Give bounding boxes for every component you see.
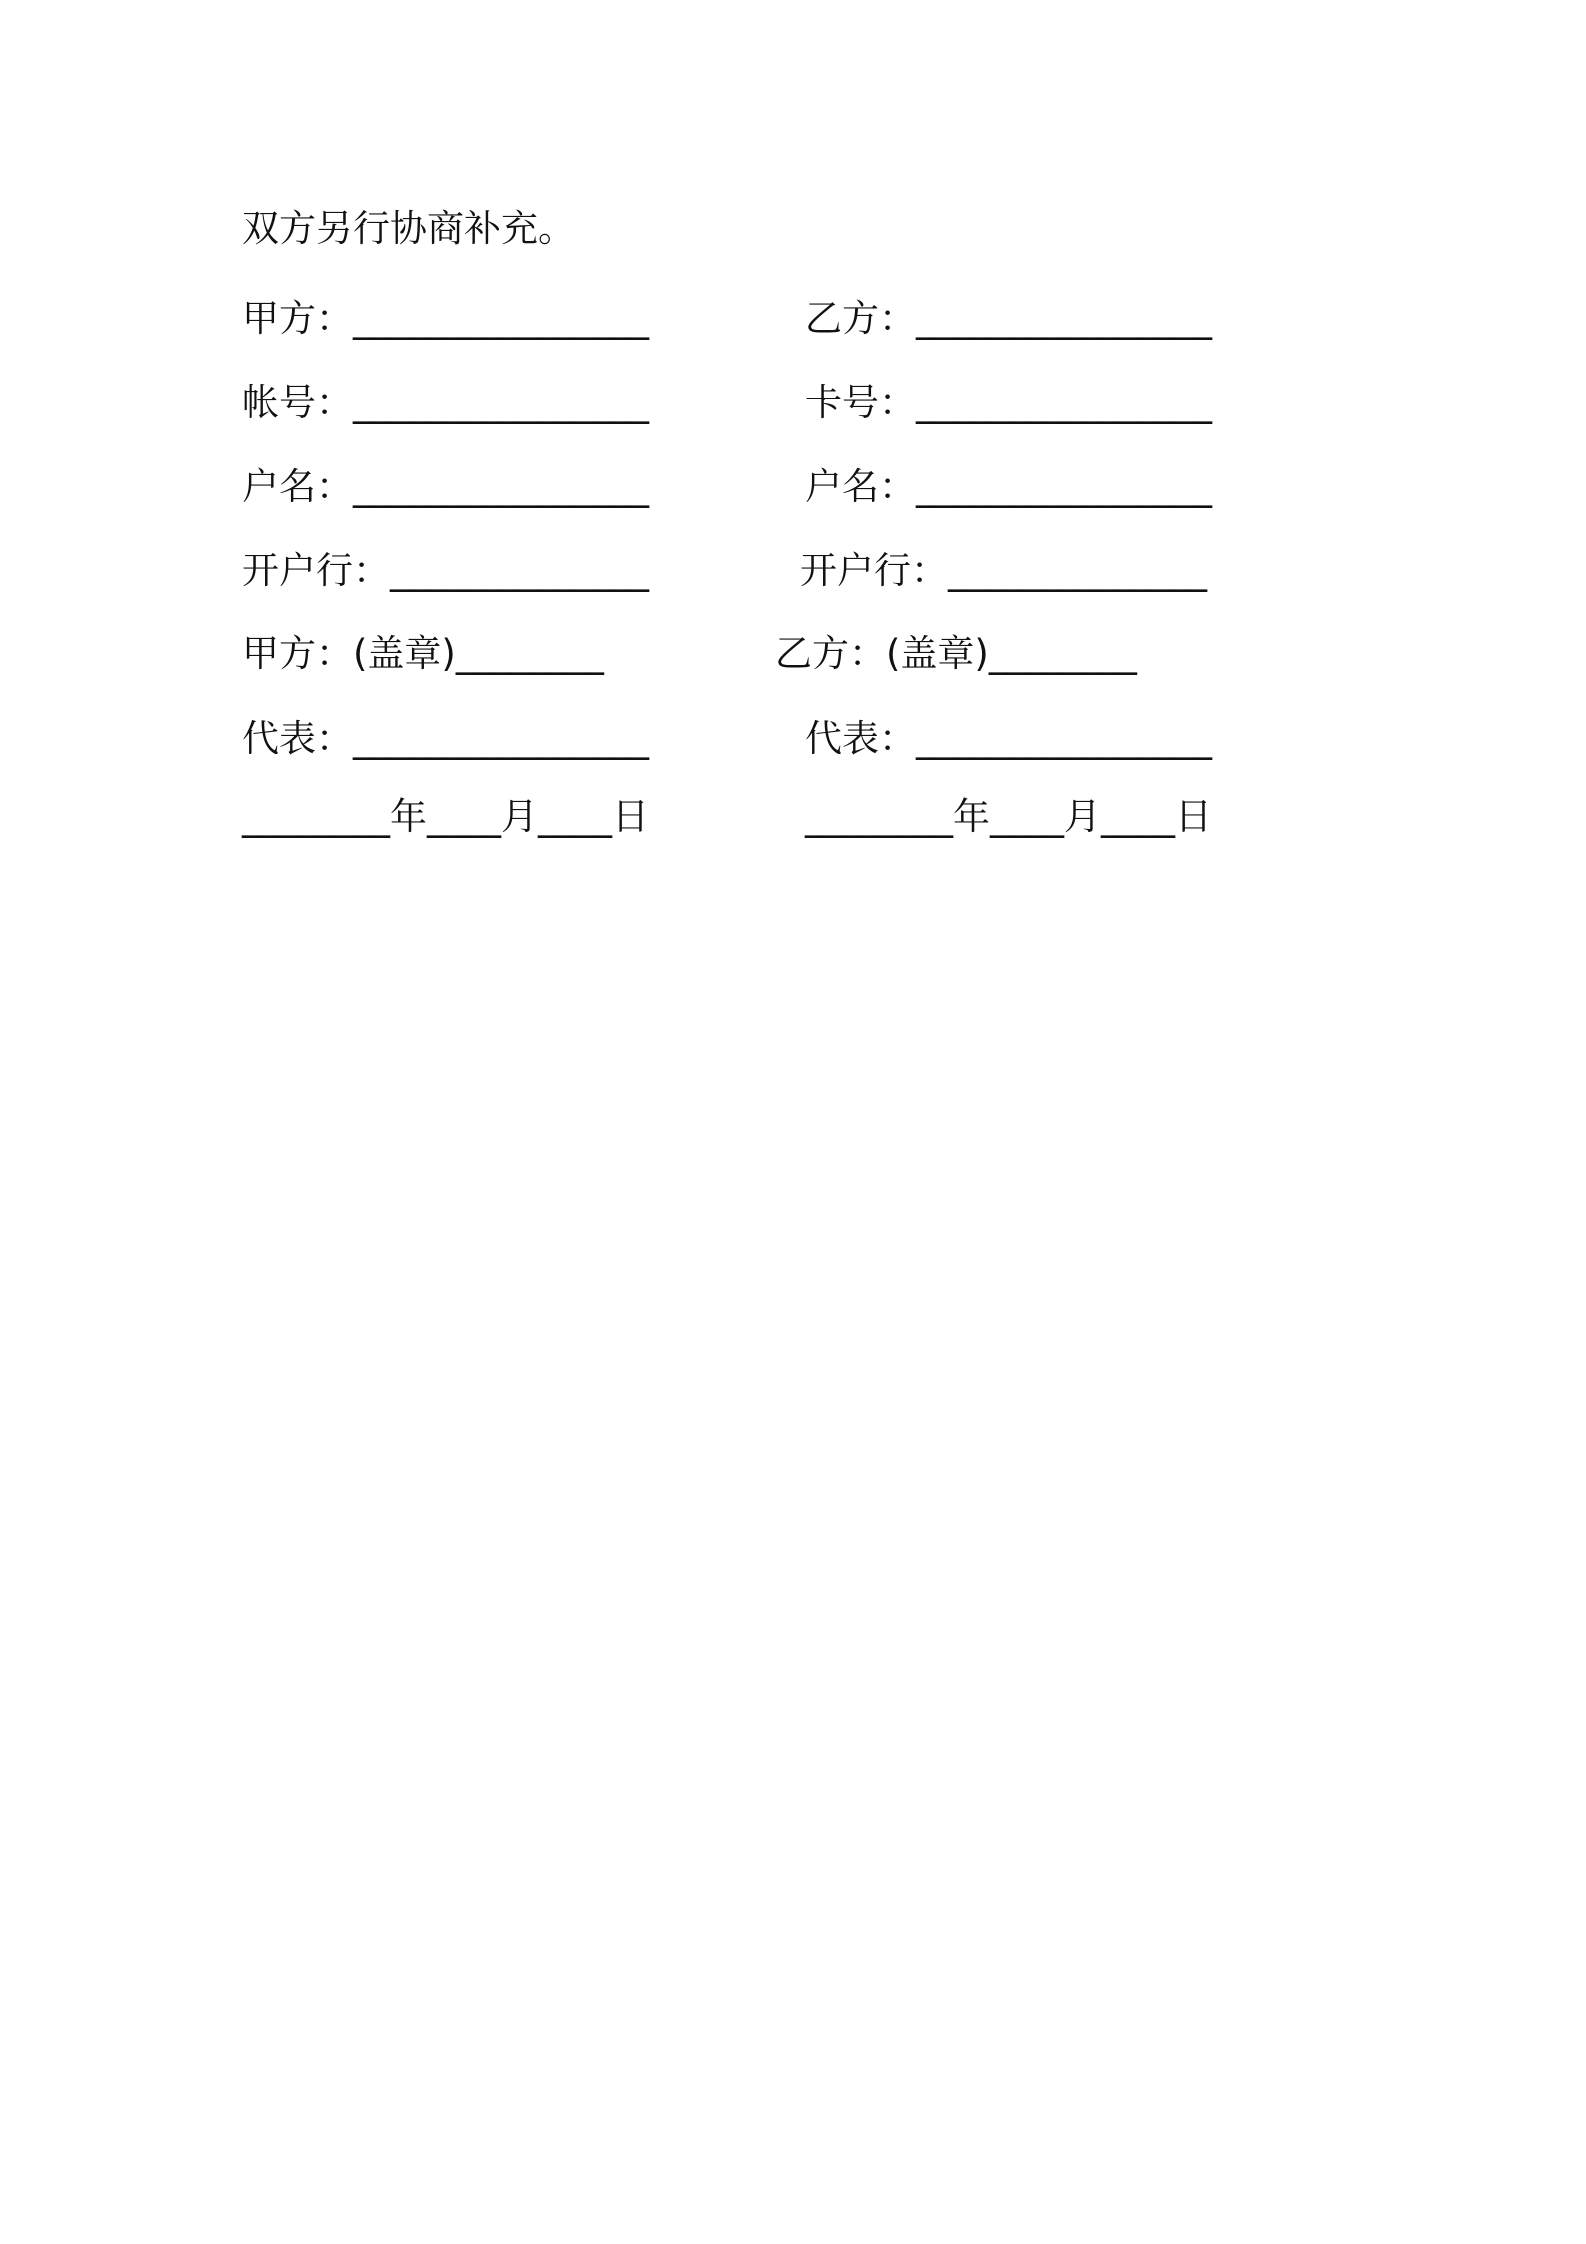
party-a-field: 甲方：________________	[242, 297, 649, 340]
party-b-seal-field: 乙方：(盖章)________	[775, 632, 1137, 675]
party-b-bank-field: 开户行：______________	[800, 549, 1207, 592]
intro-text: 双方另行协商补充。	[242, 207, 575, 250]
party-b-date-field: ________年____月____日	[805, 795, 1212, 838]
party-b-field: 乙方：________________	[805, 297, 1212, 340]
party-a-date-field: ________年____月____日	[242, 795, 649, 838]
party-a-holder-field: 户名：________________	[242, 465, 649, 508]
party-a-bank-field: 开户行：______________	[242, 549, 649, 592]
party-a-seal-field: 甲方：(盖章)________	[242, 632, 604, 675]
party-b-representative-field: 代表：________________	[805, 717, 1212, 760]
party-a-representative-field: 代表：________________	[242, 717, 649, 760]
party-b-holder-field: 户名：________________	[805, 465, 1212, 508]
party-b-card-field: 卡号：________________	[805, 381, 1212, 424]
party-a-account-field: 帐号：________________	[242, 381, 649, 424]
